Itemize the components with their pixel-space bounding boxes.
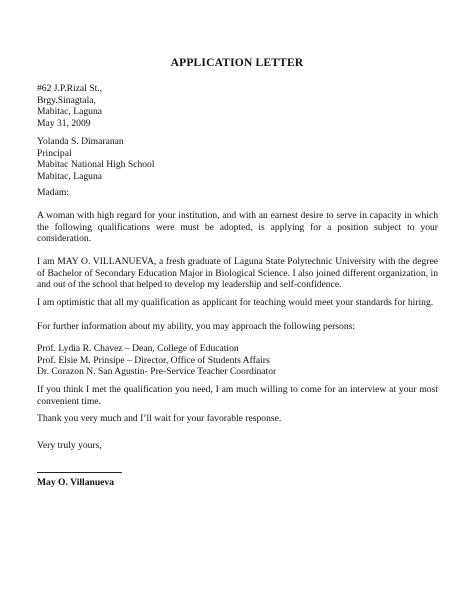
recipient-position: Principal <box>37 147 72 159</box>
signature-line <box>37 472 122 473</box>
closing: Very truly yours, <box>37 440 102 451</box>
paragraph-optimism: I am optimistic that all my qualification as applicant for teaching would meet your standards for hiring. <box>37 297 434 308</box>
paragraph-line: I am MAY O. VILLANUEVA, a fresh graduate of Laguna State Polytechnic University with the degree <box>37 256 438 267</box>
paragraph-line: of Bachelor of Secondary Education Major in Biological Science. I also joined different organization, in <box>37 267 438 279</box>
references-list <box>37 343 276 378</box>
paragraph-thanks: Thank you very much and I’ll wait for your favorable response. <box>37 413 282 424</box>
reference-item: Dr. Corazon N. San Agustin- Pre-Service Teacher Coordinator <box>37 366 277 378</box>
sender-address <box>37 83 102 129</box>
recipient-name: Yolanda S. Dimaranan <box>37 136 124 147</box>
paragraph-line: If you think I met the qualification you need, I am much willing to come for an interview at your most <box>37 384 438 395</box>
recipient-town: Mabitac, Laguna <box>37 170 102 182</box>
recipient-school: Mabitac National High School <box>37 159 155 171</box>
paragraph-interview <box>37 384 438 407</box>
paragraph-intro <box>37 210 438 245</box>
paragraph-line: the following qualifications were must be adopted, is applying for a position subject to your <box>37 221 438 233</box>
paragraph-line: consideration. <box>37 233 92 245</box>
paragraph-line: A woman with high regard for your institution, and with an earnest desire to serve in capacity in which <box>37 210 438 221</box>
signature-name: May O. Villanueva <box>37 477 115 488</box>
sender-town: Mabitac, Laguna <box>37 106 102 118</box>
reference-item: Prof. Elsie M. Prinsipe – Director, Office of Students Affairs <box>37 354 270 366</box>
sender-barangay: Brgy.Sinagtala, <box>37 94 96 106</box>
letter-title: APPLICATION LETTER <box>170 57 304 69</box>
reference-item: Prof. Lydia R. Chavez – Dean, College of Education <box>37 343 239 354</box>
sender-street: #62 J.P.Rizal St., <box>37 83 103 94</box>
paragraph-background <box>37 256 438 291</box>
paragraph-references-intro: For further information about my ability, you may approach the following persons: <box>37 321 356 332</box>
salutation: Madam: <box>37 187 69 198</box>
recipient-block <box>37 136 155 182</box>
paragraph-line: convenient time. <box>37 395 101 407</box>
letter-date: May 31, 2009 <box>37 117 91 129</box>
paragraph-line: and out of the school that helped to develop my leadership and self-confidence. <box>37 279 342 291</box>
